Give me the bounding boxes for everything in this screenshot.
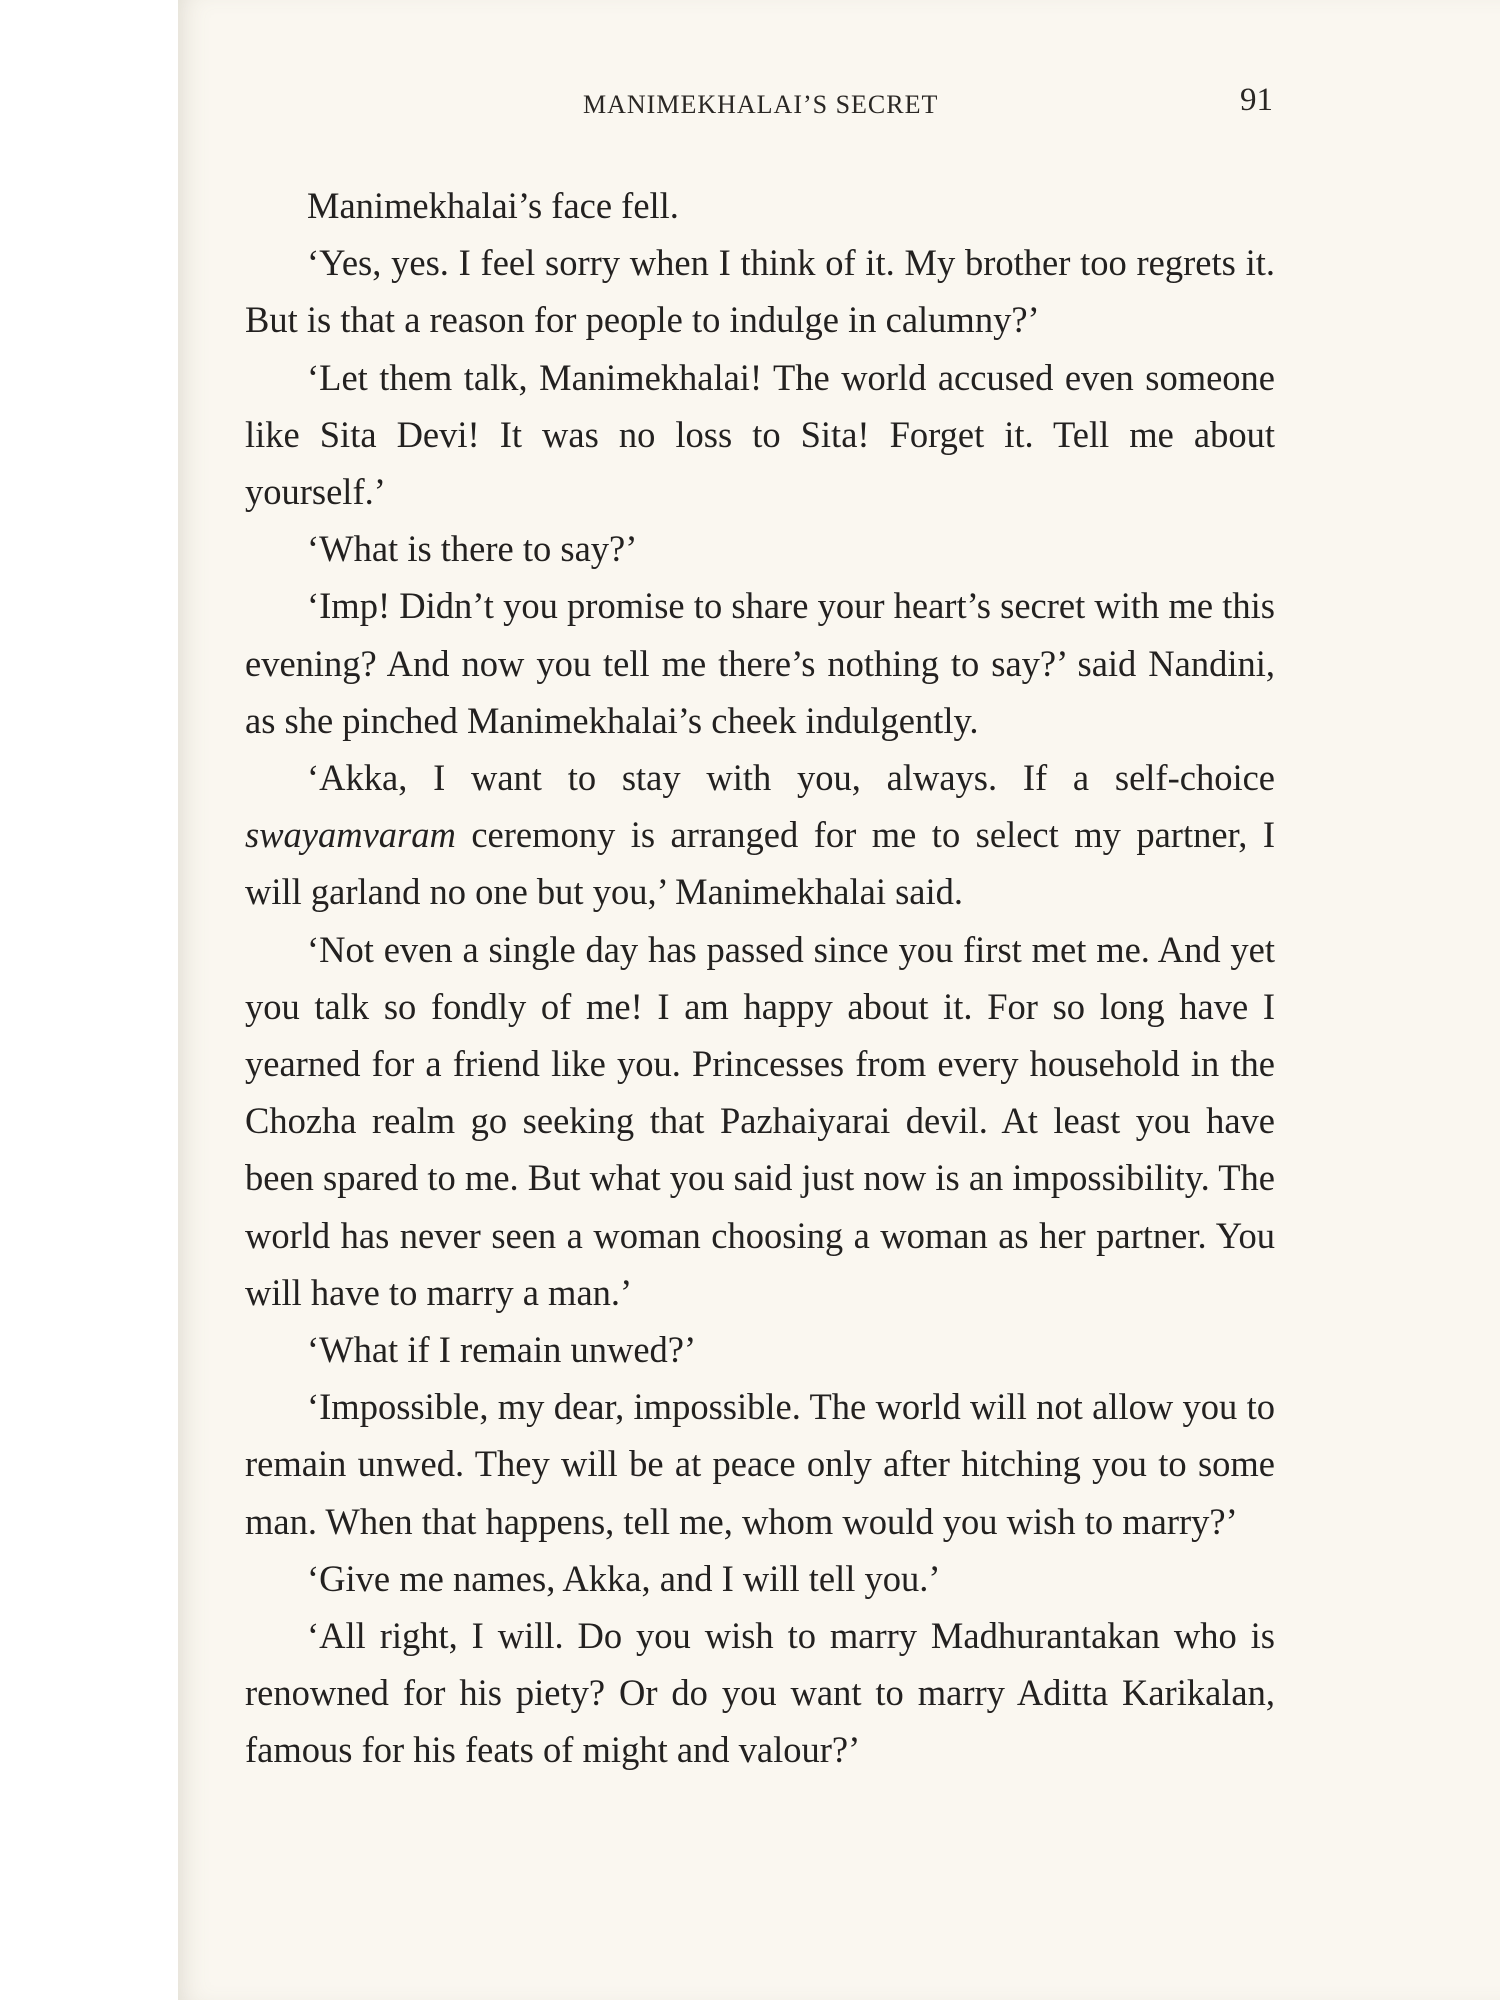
paragraph-6-after: ceremony is arranged for me to select my partner, I will garland no one but you,’ Manimekhalai said.	[245, 814, 1275, 913]
paragraph-3: ‘Let them talk, Manimekhalai! The world accused even someone like Sita Devi! It was no loss to Sita! Forget it. Tell me about yourself.’	[245, 356, 1275, 513]
paragraph-10: ‘Give me names, Akka, and I will tell you.’	[307, 1557, 941, 1599]
paragraph-1: Manimekhalai’s face fell.	[307, 185, 679, 226]
paragraph-6	[245, 749, 1275, 921]
paragraph-11: ‘All right, I will. Do you wish to marry Madhurantakan who is renowned for his piety? Or do you want to marry Aditta Karikalan, famous for his feats of might and valour?’	[245, 1615, 1275, 1771]
running-title: MANIMEKHALAI’S SECRET	[583, 90, 939, 119]
page-header	[178, 78, 1500, 128]
italic-term-swayamvaram: swayamvaram	[245, 814, 456, 856]
book-page	[178, 0, 1500, 2000]
paragraph-6-before: ‘Akka, I want to stay with you, always. If a self-choice	[307, 757, 1275, 799]
paragraph-2: ‘Yes, yes. I feel sorry when I think of it. My brother too regrets it. But is that a reason for people to indulge in calumny?’	[245, 242, 1275, 341]
paragraph-7: ‘Not even a single day has passed since you first met me. And yet you talk so fondly of me! I am happy about it. For so long have I yearned for a friend like you. Princesses from every household in the Chozha realm go seeking that Pazhaiyarai devil. At least you have been spared to me. But what you said just now is an impossibility. The world has never seen a woman choosing a woman as her partner. You will have to marry a man.’	[245, 928, 1276, 1313]
paragraph-8: ‘What if I remain unwed?’	[307, 1329, 697, 1371]
body-text	[245, 177, 1275, 1779]
paragraph-5: ‘Imp! Didn’t you promise to share your heart’s secret with me this evening? And now you tell me there’s nothing to say?’ said Nandini, as she pinched Manimekhalai’s cheek indulgently.	[245, 585, 1275, 741]
page-number: 91	[1240, 82, 1273, 118]
paragraph-9: ‘Impossible, my dear, impossible. The world will not allow you to remain unwed. They will be at peace only after hitching you to some man. When that happens, tell me, whom would you wish to marry?’	[245, 1386, 1275, 1542]
paragraph-4: ‘What is there to say?’	[307, 528, 638, 570]
